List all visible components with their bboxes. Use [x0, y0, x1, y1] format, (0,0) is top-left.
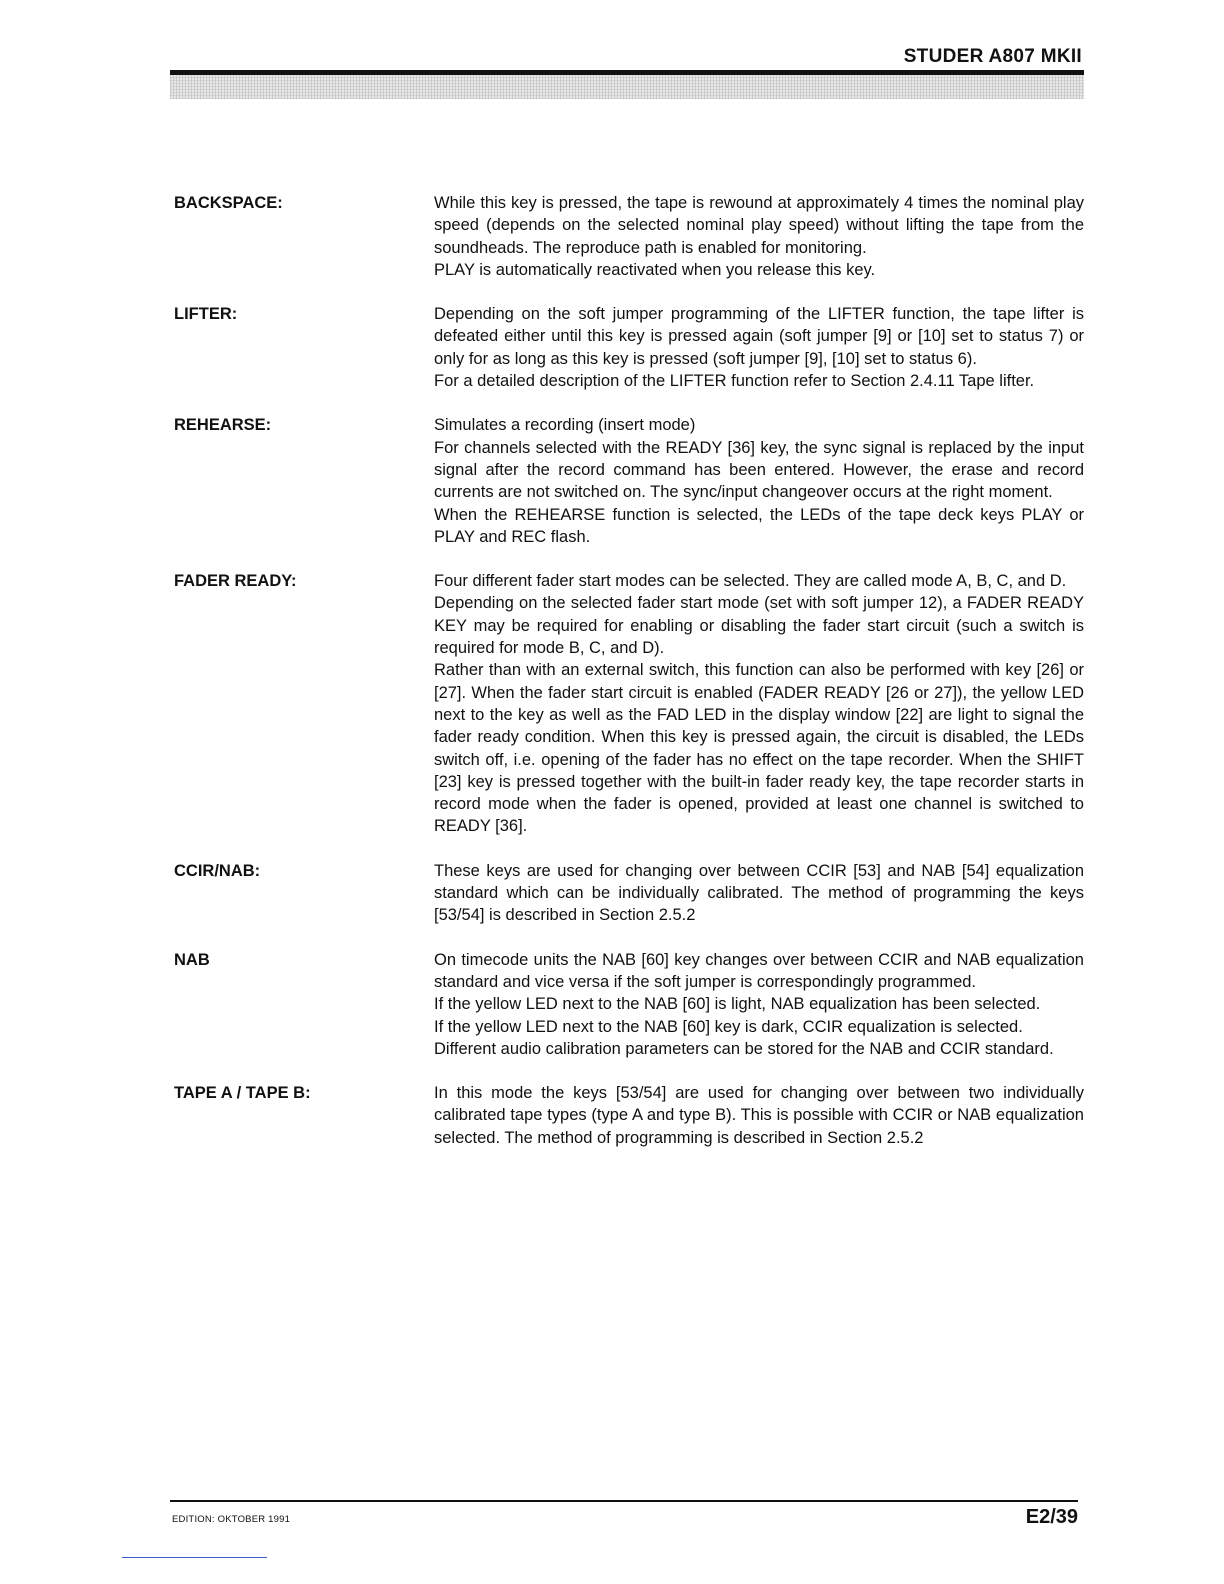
paragraph: On timecode units the NAB [60] key changes over between CCIR and NAB equalization standard and vice versa if the soft jumper is correspondingly programmed.: [434, 950, 1084, 991]
entry-description: [434, 1082, 1084, 1149]
page-number: E2/39: [1025, 1506, 1078, 1528]
entry-tape-a-tape-b: [174, 1082, 1084, 1149]
paragraph: For a detailed description of the LIFTER function refer to Section 2.4.11 Tape lifter.: [434, 372, 1035, 391]
paragraph: Different audio calibration parameters can be stored for the NAB and CCIR standard.: [434, 1039, 1054, 1058]
entry-description: [434, 570, 1084, 838]
paragraph: If the yellow LED next to the NAB [60] key is dark, CCIR equalization is selected.: [434, 1017, 1023, 1036]
entry-term: LIFTER:: [174, 305, 238, 324]
entry-backspace: [174, 192, 1084, 281]
entry-description: [434, 303, 1084, 392]
entry-description: [434, 414, 1084, 548]
entry-term: CCIR/NAB:: [174, 861, 261, 880]
entry-term: BACKSPACE:: [174, 194, 283, 212]
bottom-edge-line: [122, 1557, 267, 1558]
paragraph: If the yellow LED next to the NAB [60] is light, NAB equalization has been selected.: [434, 995, 1041, 1014]
paragraph: Simulates a recording (insert mode): [434, 416, 696, 435]
entry-description: [434, 949, 1084, 1060]
header-band: [170, 75, 1084, 99]
paragraph: Rather than with an external switch, this function can also be performed with key [26] or [27]. When the fader start circuit is enabled (FADER READY [26 or 27]), the yellow LED next to the key as well as the FAD LED in the display window [22] are light to signal the fader ready condition. When this key is pressed again, the circuit is disabled, the LEDs switch off, i.e. opening of the fader has no effect on the tape recorder. When the SHIFT [23] key is pressed together with the built-in fader ready key, the tape recorder starts in record mode when the fader is opened, provided at least one channel is switched to READY [36].: [434, 661, 1084, 836]
entry-lifter: [174, 303, 1084, 392]
paragraph: Four different fader start modes can be selected. They are called mode A, B, C, and D.: [434, 572, 1067, 591]
entry-term: FADER READY:: [174, 572, 297, 591]
paragraph: For channels selected with the READY [36] key, the sync signal is replaced by the input signal after the record command has been entered. However, the erase and record currents are not switched on. The sync/input changeover occurs at the right moment.: [434, 438, 1084, 502]
document-title: STUDER A807 MKII: [903, 46, 1082, 67]
entry-nab: [174, 949, 1084, 1060]
paragraph: When the REHEARSE function is selected, the LEDs of the tape deck keys PLAY or PLAY and REC flash.: [434, 505, 1084, 546]
paragraph: While this key is pressed, the tape is rewound at approximately 4 times the nominal play speed (depends on the selected nominal play speed) without lifting the tape from the soundheads. The reproduce path is enabled for monitoring.: [434, 194, 1084, 257]
footer-rule: [170, 1500, 1078, 1502]
key-descriptions: [174, 192, 1084, 1149]
entry-term: REHEARSE:: [174, 416, 272, 435]
paragraph: These keys are used for changing over between CCIR [53] and NAB [54] equalization standard which can be individually calibrated. The method of programming the keys [53/54] is described in Section 2.5.2: [434, 861, 1084, 925]
edition-label: EDITION: OKTOBER 1991: [172, 1514, 291, 1525]
entry-term: TAPE A / TAPE B:: [174, 1084, 311, 1103]
entry-description: [434, 192, 1084, 281]
entry-fader-ready: [174, 570, 1084, 838]
paragraph: Depending on the soft jumper programming of the LIFTER function, the tape lifter is defeated either until this key is pressed again (soft jumper [9] or [10] set to status 7) or only for as long as this key is pressed (soft jumper [9], [10] set to status 6).: [434, 305, 1084, 368]
paragraph: In this mode the keys [53/54] are used for changing over between two individually calibrated tape types (type A and type B). This is possible with CCIR or NAB equalization selected. The method of programming is described in Section 2.5.2: [434, 1084, 1084, 1147]
entry-description: [434, 860, 1084, 927]
entry-rehearse: [174, 414, 1084, 548]
paragraph: Depending on the selected fader start mode (set with soft jumper 12), a FADER READY KEY may be required for enabling or disabling the fader start circuit (such a switch is required for mode B, C, and D).: [434, 594, 1084, 658]
entry-term: NAB: [174, 950, 210, 969]
paragraph: PLAY is automatically reactivated when you release this key.: [434, 260, 876, 279]
entry-ccir-nab: [174, 860, 1084, 927]
